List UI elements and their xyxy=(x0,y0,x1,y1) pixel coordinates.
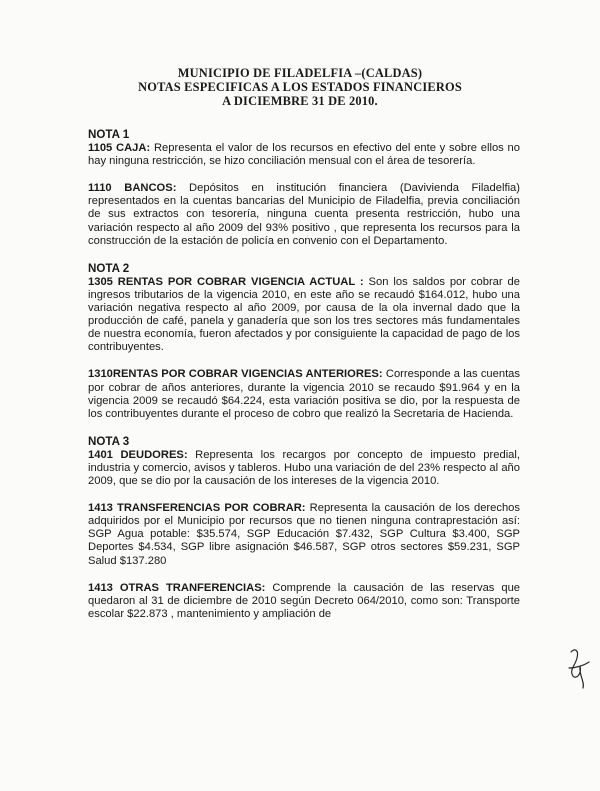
paragraph-rentas-anteriores xyxy=(88,368,520,420)
paragraph-transferencias xyxy=(88,502,520,567)
paragraph-text: Representa el valor de los recursos en efectivo del ente y sobre ellos no hay ninguna restricción, se hizo conciliación mensual con el área de tesorería. xyxy=(88,142,520,168)
paragraph-deudores xyxy=(88,449,520,488)
header-notes-title: NOTAS ESPECIFICAS A LOS ESTADOS FINANCIEROS xyxy=(138,80,462,94)
paragraph-otras-transferencias xyxy=(88,582,520,621)
document-body xyxy=(88,128,520,635)
header-date: A DICIEMBRE 31 DE 2010. xyxy=(222,94,378,108)
account-code-rentas-anteriores: 1310RENTAS POR COBRAR VIGENCIAS ANTERIORES: xyxy=(88,368,383,381)
document-header xyxy=(0,66,600,108)
paragraph-text: Representa los recargos por concepto de impuesto predial, industria y comercio, avisos y tableros. Hubo una variación de del 23% respecto al año 2009, que se dio por la causación de los intereses de la vigencia 2010. xyxy=(88,448,520,488)
paragraph-text: Son los saldos por cobrar de ingresos tributarios de la vigencia 2010, en este año se recaudó $164.012, hubo una variación negativa respecto al año 2009, por causa de la ola invernal dado que la producción de café, panela y ganadería que son los tres sectores más fundamentales de nuestra economía, fueron afectados y por consiguiente la capacidad de pago de los contribuyentes. xyxy=(88,275,520,354)
account-code-bancos: 1110 BANCOS: xyxy=(88,182,177,195)
nota-2-title: NOTA 2 xyxy=(88,261,130,275)
paragraph-text: Corresponde a las cuentas por cobrar de años anteriores, durante la vigencia 2010 se recaudo $91.964 y en la vigencia 2009 se recaudó $64.224, esta variación positiva se dio, por la respuesta de los contribuyentes durante el proceso de cobro que realizó la Secretaria de Hacienda. xyxy=(88,368,520,420)
paragraph-text: Comprende la causación de las reservas que quedaron al 31 de diciembre de 2010 según Decreto 064/2010, como son: Transporte escolar $22.873 , mantenimiento y ampliación de xyxy=(88,581,521,620)
paragraph-rentas-actual xyxy=(88,276,520,355)
nota-3-title: NOTA 3 xyxy=(88,434,130,448)
account-code-otras-transferencias: 1413 OTRAS TRANFERENCIAS: xyxy=(88,581,266,594)
paragraph-text: Representa la causación de los derechos adquiridos por el Municipio por recursos que no tienen ninguna contraprestación así: SGP Agua potable: $35.574, SGP Educación $7.432, SGP Cultura $3.400, SGP Deportes $4.534, SGP libre asignación $46.587, SGP otros sectores $59.231, SGP Salud $137.280 xyxy=(88,502,520,567)
paragraph-text: Depósitos en institución financiera (Davivienda Filadelfia) representados en la cuentas bancarias del Municipio de Filadelfia, previa conciliación de sus extractos con tesorería, ninguna cuenta presenta restricción, hubo una variación respecto al año 2009 del 93% positivo , que representa los recursos para la construcción de la estación de policía en convenio con el Departamento. xyxy=(88,182,521,247)
account-code-transferencias: 1413 TRANSFERENCIAS POR COBRAR: xyxy=(88,502,306,515)
paragraph-bancos xyxy=(88,182,520,247)
paragraph-caja xyxy=(88,142,520,168)
account-code-caja: 1105 CAJA: xyxy=(88,142,151,155)
handwritten-initials-icon xyxy=(565,646,591,690)
account-code-rentas-actual: 1305 RENTAS POR COBRAR VIGENCIA ACTUAL : xyxy=(88,275,364,288)
header-municipality: MUNICIPIO DE FILADELFIA –(CALDAS) xyxy=(177,66,423,80)
nota-1-title: NOTA 1 xyxy=(88,128,130,141)
account-code-deudores: 1401 DEUDORES: xyxy=(88,448,188,461)
